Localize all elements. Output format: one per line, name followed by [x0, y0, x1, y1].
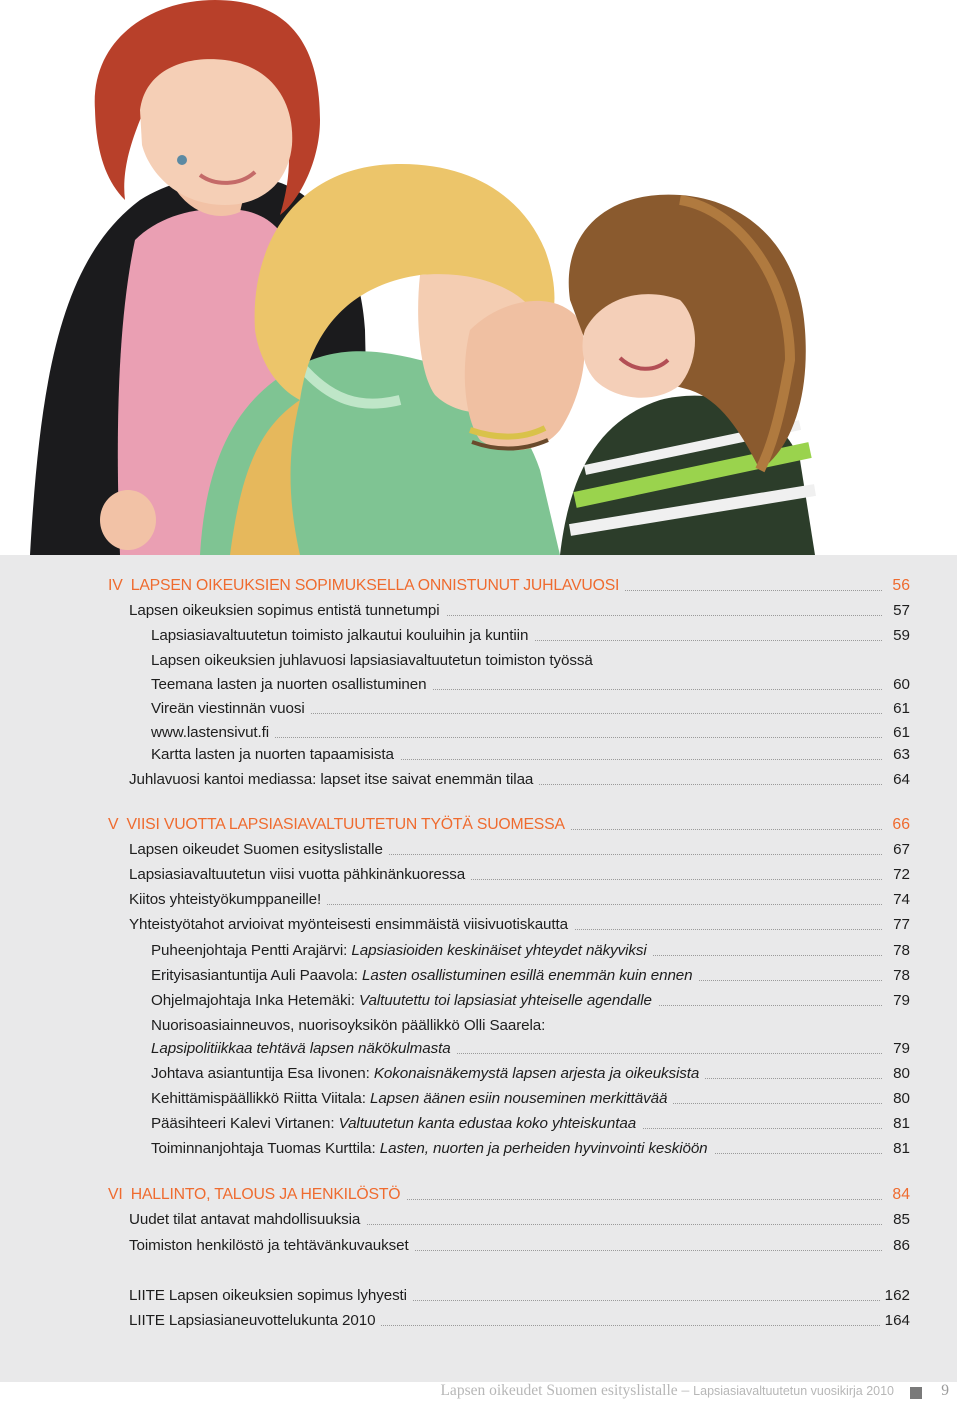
toc-page-number: 72: [889, 864, 910, 886]
toc-entry-title: [151, 1063, 705, 1085]
section-number: V: [108, 816, 119, 833]
toc-page-number: 61: [889, 698, 910, 720]
three-girls-photo: [0, 0, 960, 555]
page-number: 9: [941, 1382, 949, 1399]
entry-text: Kartta lasten ja nuorten tapaamisista: [151, 746, 394, 763]
toc-entry-title: [129, 600, 446, 622]
toc-entry-title: [129, 839, 389, 861]
toc-entry[interactable]: [0, 889, 960, 913]
entry-text: Juhlavuosi kantoi mediassa: lapset itse saivat enemmän tilaa: [129, 771, 534, 788]
section-number: VI: [108, 1186, 123, 1203]
toc-page-number: 162: [881, 1285, 910, 1307]
toc-entry[interactable]: [0, 914, 960, 938]
toc-entry-title: [151, 674, 432, 696]
entry-text: Toiminnanjohtaja Tuomas Kurttila:: [151, 1140, 380, 1157]
toc-page-number: 63: [889, 744, 910, 766]
toc-entry-title: [129, 1235, 415, 1257]
toc-page-number: 79: [889, 990, 910, 1012]
toc-page-number: 61: [889, 722, 910, 744]
toc-entry-title: [129, 769, 539, 791]
toc-entry[interactable]: [0, 650, 960, 674]
toc-entry-title: [129, 864, 471, 886]
toc-page-number: 85: [889, 1209, 910, 1231]
entry-text: LIITE Lapsen oikeuksien sopimus lyhyesti: [129, 1287, 407, 1304]
toc-entry-title: [129, 1285, 413, 1307]
section-number: IV: [108, 577, 123, 594]
toc-entry[interactable]: [0, 990, 960, 1014]
toc-page-number: 67: [889, 839, 910, 861]
toc-page-number: 66: [888, 814, 910, 836]
toc-entry-title: [151, 1113, 642, 1135]
toc-entry-title: [108, 1184, 406, 1206]
toc-page-number: 86: [889, 1235, 910, 1257]
entry-text: Pääsihteeri Kalevi Virtanen:: [151, 1115, 339, 1132]
toc-page-number: 80: [889, 1088, 910, 1110]
toc-section[interactable]: [0, 814, 960, 838]
toc-entry-title: [151, 744, 400, 766]
toc-entry-title: [151, 1088, 673, 1110]
entry-text: LIITE Lapsiasianeuvottelukunta 2010: [129, 1312, 376, 1329]
toc-entry[interactable]: [0, 674, 960, 698]
toc-entry[interactable]: [0, 965, 960, 989]
entry-text: Toimiston henkilöstö ja tehtävänkuvaukset: [129, 1237, 409, 1254]
toc-entry-title: [129, 914, 574, 936]
toc-entry[interactable]: [0, 625, 960, 649]
toc-page-number: 59: [889, 625, 910, 647]
toc-entry[interactable]: [0, 1063, 960, 1087]
entry-italic-text: Valtuutetun kanta edustaa koko yhteiskuntaa: [338, 1115, 637, 1132]
toc-entry[interactable]: [0, 1088, 960, 1112]
toc-page-number: 81: [889, 1138, 910, 1160]
toc-section[interactable]: [0, 1184, 960, 1208]
toc-page-number: 56: [888, 575, 910, 597]
toc-entry-title: [129, 1310, 381, 1332]
entry-text: Lapsiasiavaltuutetun viisi vuotta pähkinänkuoressa: [129, 866, 466, 883]
toc-entry[interactable]: [0, 1038, 960, 1062]
entry-text: Teemana lasten ja nuorten osallistuminen: [151, 676, 427, 693]
entry-text: Kiitos yhteistyökumppaneille!: [129, 891, 322, 908]
entry-text: Lapsen oikeuksien sopimus entistä tunnetumpi: [129, 602, 440, 619]
toc-page-number: 164: [881, 1310, 910, 1332]
entry-text: Ohjelmajohtaja Inka Hetemäki:: [151, 992, 360, 1009]
entry-text: Uudet tilat antavat mahdollisuuksia: [129, 1211, 361, 1228]
footer-subtitle: Lapsiasiavaltuutetun vuosikirja 2010: [693, 1384, 894, 1398]
toc-entry-title: [151, 990, 658, 1012]
entry-italic-text: Kokonaisnäkemystä lapsen arjesta ja oikeuksista: [373, 1065, 700, 1082]
toc-entry-title: [151, 650, 599, 672]
entry-italic-text: Lapsiasioiden keskinäiset yhteydet näkyviksi: [351, 942, 647, 959]
toc-entry-title: [151, 965, 699, 987]
entry-italic-text: Lasten osallistuminen esillä enemmän kuin ennen: [362, 967, 693, 984]
toc-page-number: 57: [889, 600, 910, 622]
toc-page-number: 78: [889, 940, 910, 962]
footer-dash: –: [681, 1382, 690, 1399]
toc-entry-title: [151, 940, 653, 962]
entry-text: Puheenjohtaja Pentti Arajärvi:: [151, 942, 352, 959]
section-title: LAPSEN OIKEUKSIEN SOPIMUKSELLA ONNISTUNUT JUHLAVUOSI: [130, 577, 620, 594]
toc-entry[interactable]: [0, 1015, 960, 1039]
entry-text: Nuorisoasiainneuvos, nuorisoyksikön päällikkö Olli Saarela:: [151, 1017, 546, 1034]
entry-text: Johtava asiantuntija Esa Iivonen:: [151, 1065, 374, 1082]
toc-entry[interactable]: [0, 698, 960, 722]
entry-text: www.lastensivut.fi: [151, 724, 270, 741]
toc-page-number: 60: [889, 674, 910, 696]
toc-page-number: 81: [889, 1113, 910, 1135]
entry-text: Erityisasiantuntija Auli Paavola:: [151, 967, 363, 984]
toc-section[interactable]: [0, 575, 960, 599]
toc-entry[interactable]: [0, 744, 960, 768]
toc-page-number: 74: [889, 889, 910, 911]
toc-entry[interactable]: [0, 1285, 960, 1309]
toc-entry-title: [108, 575, 625, 597]
toc-entry[interactable]: [0, 769, 960, 793]
toc-entry[interactable]: [0, 1113, 960, 1137]
cover-photo: [0, 0, 960, 555]
footer-publication: Lapsen oikeudet Suomen esityslistalle: [440, 1382, 678, 1399]
toc-entry-title: [129, 1209, 366, 1231]
entry-text: Vireän viestinnän vuosi: [151, 700, 305, 717]
entry-text: Kehittämispäällikkö Riitta Viitala:: [151, 1090, 370, 1107]
section-title: HALLINTO, TALOUS JA HENKILÖSTÖ: [130, 1186, 401, 1203]
entry-text: Yhteistyötahot arvioivat myönteisesti ensimmäistä viisivuotiskautta: [129, 916, 568, 933]
toc-entry-title: [151, 698, 311, 720]
entry-italic-text: Lapsen äänen esiin nouseminen merkittävää: [369, 1090, 668, 1107]
page-footer: [0, 1382, 960, 1405]
toc-page-number: 64: [889, 769, 910, 791]
toc-entry-title: [129, 889, 327, 911]
footer-text: [440, 1382, 894, 1400]
toc-entry[interactable]: [0, 1138, 960, 1162]
toc-page-number: 84: [888, 1184, 910, 1206]
toc-entry-title: [151, 1015, 551, 1037]
toc-entry[interactable]: [0, 839, 960, 863]
toc-entry[interactable]: [0, 722, 960, 746]
entry-italic-text: Lasten, nuorten ja perheiden hyvinvointi keskiöön: [379, 1140, 708, 1157]
entry-italic-text: Valtuutettu toi lapsiasiat yhteiselle agendalle: [359, 992, 652, 1009]
toc-entry[interactable]: [0, 864, 960, 888]
toc-entry[interactable]: [0, 1209, 960, 1233]
toc-entry[interactable]: [0, 1235, 960, 1259]
section-title: VIISI VUOTTA LAPSIASIAVALTUUTETUN TYÖTÄ SUOMESSA: [126, 816, 565, 833]
entry-text: Lapsiasiavaltuutetun toimisto jalkautui kouluihin ja kuntiin: [151, 627, 529, 644]
toc-page-number: 78: [889, 965, 910, 987]
entry-text: Lapsen oikeuksien juhlavuosi lapsiasiavaltuutetun toimiston työssä: [151, 652, 593, 669]
toc-entry-title: [151, 1138, 714, 1160]
toc-entry-title: [151, 722, 275, 744]
toc-entry-title: [151, 1038, 457, 1060]
toc-page-number: 80: [889, 1063, 910, 1085]
toc-entry-title: [151, 625, 534, 647]
toc-entry[interactable]: [0, 1310, 960, 1334]
toc-entry[interactable]: [0, 600, 960, 624]
entry-italic-text: Lapsipolitiikkaa tehtävä lapsen näkökulmasta: [151, 1040, 451, 1057]
toc-entry[interactable]: [0, 940, 960, 964]
toc-page-number: 79: [889, 1038, 910, 1060]
entry-text: Lapsen oikeudet Suomen esityslistalle: [129, 841, 383, 858]
toc-page-number: 77: [889, 914, 910, 936]
toc-entry-title: [108, 814, 571, 836]
footer-square-icon: [910, 1387, 922, 1399]
